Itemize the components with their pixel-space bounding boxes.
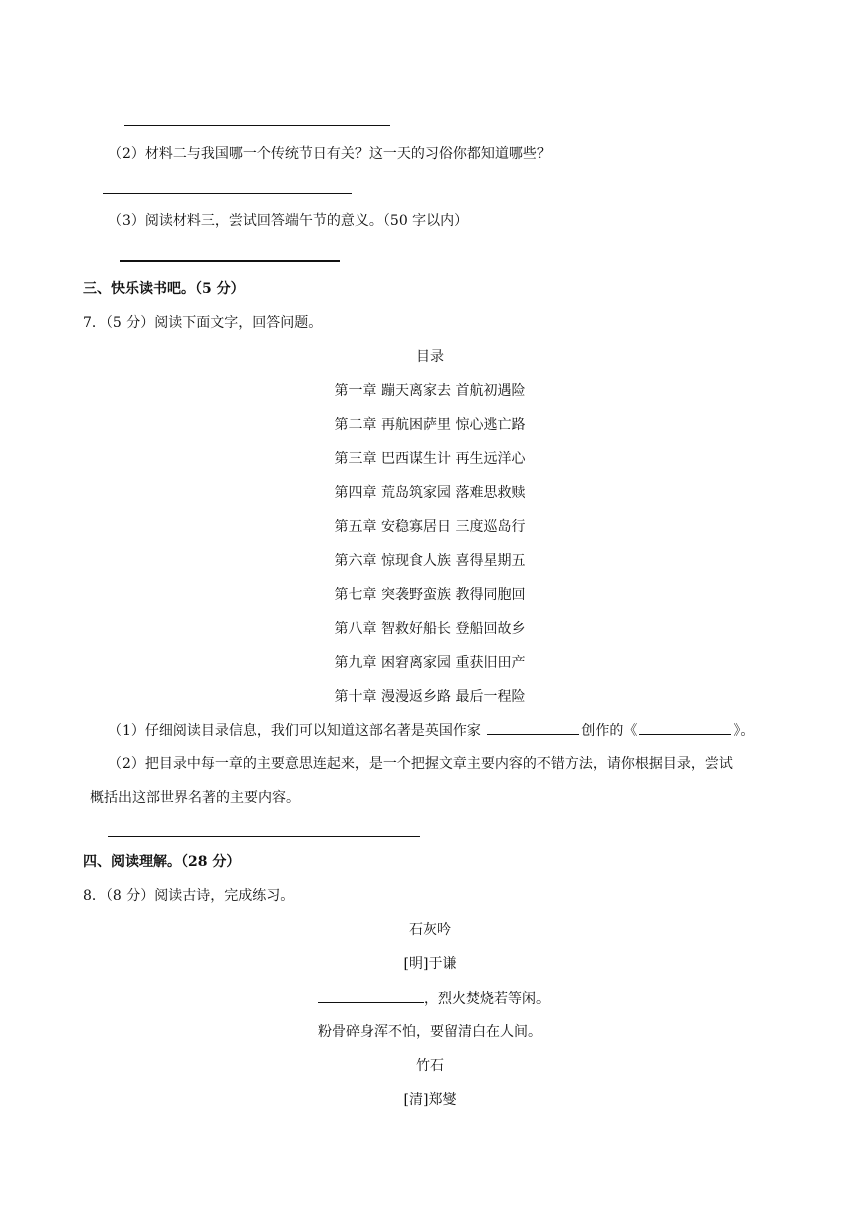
q6-sub2-text: （2）材料二与我国哪一个传统节日有关？这一天的习俗你都知道哪些？ (108, 146, 551, 162)
toc-chapter: 第三章 巴西谋生计 再生远洋心 (334, 451, 526, 467)
poem1-author: [明]于谦 (403, 956, 457, 972)
answer-line-q6-3[interactable] (120, 260, 340, 262)
poem1-line1-rest: ，烈火焚烧若等闲。 (424, 991, 550, 1007)
section3-heading: 三、快乐读书吧。（5 分） (83, 281, 245, 297)
q7-sub2-line1: （2）把目录中每一章的主要意思连起来，是一个把握文章主要内容的不错方法，请你根据目录，尝试 (108, 756, 733, 772)
book-title-blank[interactable] (639, 720, 731, 735)
poem1-line2: 粉骨碎身浑不怕，要留清白在人间。 (318, 1024, 542, 1040)
toc-chapter: 第六章 惊现食人族 喜得星期五 (334, 553, 526, 569)
toc-chapter: 第九章 困窘离家园 重获旧田产 (334, 655, 526, 671)
toc-chapter: 第七章 突袭野蛮族 教得同胞回 (334, 587, 526, 603)
toc-chapter: 第八章 智救好船长 登船回故乡 (334, 621, 526, 637)
q7-sub1-text (108, 720, 754, 741)
toc-title: 目录 (416, 349, 444, 365)
toc-chapter: 第二章 再航困萨里 惊心逃亡路 (334, 417, 526, 433)
q7-sub2-line2: 概括出这部世界名著的主要内容。 (90, 790, 300, 806)
author-blank[interactable] (487, 720, 579, 735)
q7-sub1-part-a: （1）仔细阅读目录信息，我们可以知道这部名著是英国作家 (108, 723, 481, 739)
q7-sub1-part-b: 创作的《 (581, 723, 638, 739)
q7-sub1-part-c: 》。 (733, 723, 755, 739)
toc-chapter: 第四章 荒岛筑家园 落难思救赎 (334, 485, 526, 501)
q7-stem: 7．（5 分）阅读下面文字，回答问题。 (83, 315, 323, 331)
poem2-author: [清]郑燮 (403, 1092, 457, 1108)
toc-chapter: 第十章 漫漫返乡路 最后一程险 (334, 689, 526, 705)
poem-fill-blank[interactable] (318, 988, 424, 1003)
toc-chapter: 第五章 安稳寡居日 三度巡岛行 (334, 519, 526, 535)
q8-stem: 8．（8 分）阅读古诗，完成练习。 (83, 888, 295, 904)
answer-line-q6-1[interactable] (124, 125, 390, 126)
q6-sub3-text: （3）阅读材料三，尝试回答端午节的意义。（50 字以内） (108, 213, 469, 229)
poem1-title: 石灰吟 (409, 922, 451, 938)
toc-chapter: 第一章 蹦天离家去 首航初遇险 (334, 383, 526, 399)
poem2-title: 竹石 (416, 1058, 444, 1074)
section4-heading: 四、阅读理解。（28 分） (83, 854, 241, 870)
answer-line-q6-2[interactable] (103, 193, 352, 194)
answer-line-q7-2[interactable] (108, 836, 420, 837)
poem1-line1 (318, 988, 550, 1009)
